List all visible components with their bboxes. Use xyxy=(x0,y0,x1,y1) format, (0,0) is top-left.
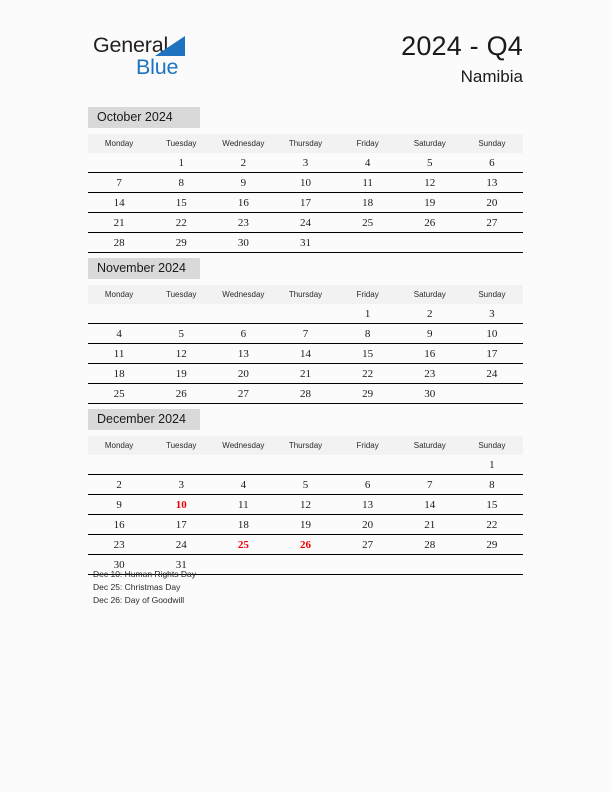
day-cell[interactable]: 15 xyxy=(337,344,399,364)
weekday-header-thursday: Thursday xyxy=(274,436,336,455)
day-cell[interactable]: 14 xyxy=(274,344,336,364)
day-cell-empty xyxy=(212,455,274,475)
day-cell[interactable]: 10 xyxy=(461,324,523,344)
day-cell-empty xyxy=(150,455,212,475)
week-row xyxy=(88,344,523,364)
month-block xyxy=(88,409,523,575)
weekday-header-monday: Monday xyxy=(88,134,150,153)
day-cell-empty xyxy=(337,233,399,253)
week-row xyxy=(88,475,523,495)
legend-item: Dec 10: Human Rights Day xyxy=(93,569,196,579)
week-row xyxy=(88,213,523,233)
weekday-header-wednesday: Wednesday xyxy=(212,134,274,153)
day-cell[interactable]: 21 xyxy=(88,213,150,233)
day-cell[interactable]: 15 xyxy=(461,495,523,515)
weekday-header-tuesday: Tuesday xyxy=(150,134,212,153)
day-cell[interactable]: 5 xyxy=(150,324,212,344)
day-cell[interactable]: 30 xyxy=(88,555,150,575)
day-cell[interactable]: 14 xyxy=(88,193,150,213)
day-cell[interactable]: 18 xyxy=(88,364,150,384)
day-cell[interactable]: 20 xyxy=(461,193,523,213)
page-header xyxy=(0,0,612,100)
day-cell[interactable]: 2 xyxy=(88,475,150,495)
brand-name-blue: Blue xyxy=(136,55,179,79)
weekday-header-saturday: Saturday xyxy=(399,436,461,455)
day-cell-empty xyxy=(274,455,336,475)
day-cell[interactable]: 27 xyxy=(212,384,274,404)
day-cell[interactable]: 11 xyxy=(212,495,274,515)
week-row xyxy=(88,173,523,193)
title-block xyxy=(401,30,523,89)
day-cell[interactable]: 29 xyxy=(150,233,212,253)
day-cell[interactable]: 5 xyxy=(274,475,336,495)
day-cell[interactable]: 23 xyxy=(88,535,150,555)
day-cell-holiday[interactable]: 25 xyxy=(212,535,274,555)
day-cell[interactable]: 30 xyxy=(399,384,461,404)
day-cell-empty xyxy=(88,153,150,173)
holiday-legend xyxy=(93,568,393,607)
day-cell[interactable]: 12 xyxy=(150,344,212,364)
week-row xyxy=(88,304,523,324)
day-cell[interactable]: 7 xyxy=(399,475,461,495)
day-cell-empty xyxy=(399,555,461,575)
day-cell[interactable]: 24 xyxy=(150,535,212,555)
weekday-header-friday: Friday xyxy=(337,285,399,304)
day-cell-empty xyxy=(337,455,399,475)
day-cell[interactable]: 22 xyxy=(337,364,399,384)
day-cell[interactable]: 1 xyxy=(150,153,212,173)
day-cell-empty xyxy=(212,304,274,324)
day-cell[interactable]: 20 xyxy=(212,364,274,384)
page-title: 2024 - Q4 xyxy=(401,31,523,61)
week-row xyxy=(88,324,523,344)
weekday-header-monday: Monday xyxy=(88,436,150,455)
day-cell[interactable]: 8 xyxy=(461,475,523,495)
brand-triangle-icon xyxy=(155,36,185,56)
day-cell[interactable]: 3 xyxy=(274,153,336,173)
weekday-header-row xyxy=(88,285,523,304)
weekday-header-friday: Friday xyxy=(337,134,399,153)
day-cell[interactable]: 23 xyxy=(212,213,274,233)
weekday-header-row xyxy=(88,436,523,455)
week-row xyxy=(88,193,523,213)
day-cell[interactable]: 10 xyxy=(274,173,336,193)
day-cell[interactable]: 30 xyxy=(212,233,274,253)
week-row xyxy=(88,384,523,404)
week-row xyxy=(88,364,523,384)
day-cell[interactable]: 2 xyxy=(399,304,461,324)
brand-logo xyxy=(93,33,273,83)
weekday-header-sunday: Sunday xyxy=(461,134,523,153)
day-cell[interactable]: 17 xyxy=(461,344,523,364)
day-cell[interactable]: 6 xyxy=(212,324,274,344)
day-cell[interactable]: 18 xyxy=(337,193,399,213)
day-cell[interactable]: 28 xyxy=(399,535,461,555)
month-title: December 2024 xyxy=(88,409,200,430)
day-cell[interactable]: 4 xyxy=(337,153,399,173)
day-cell-empty xyxy=(461,555,523,575)
day-cell[interactable]: 16 xyxy=(212,193,274,213)
day-cell[interactable]: 6 xyxy=(337,475,399,495)
day-cell[interactable]: 8 xyxy=(337,324,399,344)
weekday-header-tuesday: Tuesday xyxy=(150,436,212,455)
day-cell[interactable]: 1 xyxy=(461,455,523,475)
day-cell-empty xyxy=(88,304,150,324)
calendar-table xyxy=(88,436,523,575)
day-cell[interactable]: 9 xyxy=(399,324,461,344)
weekday-header-wednesday: Wednesday xyxy=(212,436,274,455)
day-cell-empty xyxy=(461,233,523,253)
day-cell[interactable]: 23 xyxy=(399,364,461,384)
day-cell[interactable]: 7 xyxy=(274,324,336,344)
brand-name-general: General xyxy=(93,33,169,57)
day-cell[interactable]: 9 xyxy=(212,173,274,193)
weekday-header-monday: Monday xyxy=(88,285,150,304)
day-cell-empty xyxy=(274,304,336,324)
day-cell[interactable]: 17 xyxy=(150,515,212,535)
day-cell[interactable]: 11 xyxy=(88,344,150,364)
legend-item: Dec 25: Christmas Day xyxy=(93,582,181,592)
day-cell[interactable]: 21 xyxy=(399,515,461,535)
day-cell-empty xyxy=(399,455,461,475)
month-block xyxy=(88,107,523,253)
day-cell[interactable]: 20 xyxy=(337,515,399,535)
day-cell[interactable]: 28 xyxy=(88,233,150,253)
day-cell[interactable]: 27 xyxy=(461,213,523,233)
day-cell[interactable]: 19 xyxy=(399,193,461,213)
month-title: October 2024 xyxy=(88,107,200,128)
day-cell[interactable]: 3 xyxy=(150,475,212,495)
day-cell[interactable]: 19 xyxy=(274,515,336,535)
day-cell-empty xyxy=(399,233,461,253)
weekday-header-sunday: Sunday xyxy=(461,436,523,455)
day-cell[interactable]: 18 xyxy=(212,515,274,535)
day-cell[interactable]: 31 xyxy=(274,233,336,253)
calendar-table xyxy=(88,285,523,404)
day-cell[interactable]: 22 xyxy=(461,515,523,535)
week-row xyxy=(88,233,523,253)
day-cell[interactable]: 3 xyxy=(461,304,523,324)
weekday-header-sunday: Sunday xyxy=(461,285,523,304)
week-row xyxy=(88,495,523,515)
day-cell[interactable]: 14 xyxy=(399,495,461,515)
day-cell-empty xyxy=(88,455,150,475)
weekday-header-thursday: Thursday xyxy=(274,285,336,304)
weekday-header-friday: Friday xyxy=(337,436,399,455)
day-cell[interactable]: 12 xyxy=(399,173,461,193)
day-cell[interactable]: 24 xyxy=(461,364,523,384)
weekday-header-thursday: Thursday xyxy=(274,134,336,153)
day-cell[interactable]: 13 xyxy=(337,495,399,515)
day-cell[interactable]: 29 xyxy=(461,535,523,555)
week-row xyxy=(88,535,523,555)
day-cell[interactable]: 8 xyxy=(150,173,212,193)
day-cell[interactable]: 9 xyxy=(88,495,150,515)
day-cell[interactable]: 24 xyxy=(274,213,336,233)
day-cell-holiday[interactable]: 10 xyxy=(150,495,212,515)
day-cell[interactable]: 13 xyxy=(212,344,274,364)
day-cell[interactable]: 25 xyxy=(88,384,150,404)
day-cell[interactable]: 16 xyxy=(88,515,150,535)
week-row xyxy=(88,515,523,535)
legend-item: Dec 26: Day of Goodwill xyxy=(93,595,185,605)
day-cell[interactable]: 22 xyxy=(150,213,212,233)
day-cell[interactable]: 15 xyxy=(150,193,212,213)
day-cell-holiday[interactable]: 26 xyxy=(274,535,336,555)
week-row xyxy=(88,455,523,475)
weekday-header-tuesday: Tuesday xyxy=(150,285,212,304)
day-cell[interactable]: 16 xyxy=(399,344,461,364)
day-cell[interactable]: 11 xyxy=(337,173,399,193)
day-cell[interactable]: 6 xyxy=(461,153,523,173)
day-cell[interactable]: 2 xyxy=(212,153,274,173)
country-subtitle: Namibia xyxy=(460,67,523,86)
day-cell[interactable]: 26 xyxy=(399,213,461,233)
day-cell[interactable]: 12 xyxy=(274,495,336,515)
day-cell[interactable]: 4 xyxy=(88,324,150,344)
day-cell[interactable]: 4 xyxy=(212,475,274,495)
day-cell[interactable]: 28 xyxy=(274,384,336,404)
day-cell[interactable]: 31 xyxy=(150,555,212,575)
month-title: November 2024 xyxy=(88,258,200,279)
day-cell[interactable]: 21 xyxy=(274,364,336,384)
weekday-header-wednesday: Wednesday xyxy=(212,285,274,304)
month-block xyxy=(88,258,523,404)
day-cell[interactable]: 7 xyxy=(88,173,150,193)
day-cell-empty xyxy=(461,384,523,404)
weekday-header-row xyxy=(88,134,523,153)
day-cell[interactable]: 25 xyxy=(337,213,399,233)
day-cell[interactable]: 26 xyxy=(150,384,212,404)
day-cell[interactable]: 19 xyxy=(150,364,212,384)
day-cell[interactable]: 17 xyxy=(274,193,336,213)
calendar-table xyxy=(88,134,523,253)
weekday-header-saturday: Saturday xyxy=(399,134,461,153)
day-cell[interactable]: 27 xyxy=(337,535,399,555)
day-cell[interactable]: 13 xyxy=(461,173,523,193)
day-cell[interactable]: 29 xyxy=(337,384,399,404)
day-cell[interactable]: 1 xyxy=(337,304,399,324)
day-cell[interactable]: 5 xyxy=(399,153,461,173)
weekday-header-saturday: Saturday xyxy=(399,285,461,304)
week-row xyxy=(88,153,523,173)
day-cell-empty xyxy=(150,304,212,324)
